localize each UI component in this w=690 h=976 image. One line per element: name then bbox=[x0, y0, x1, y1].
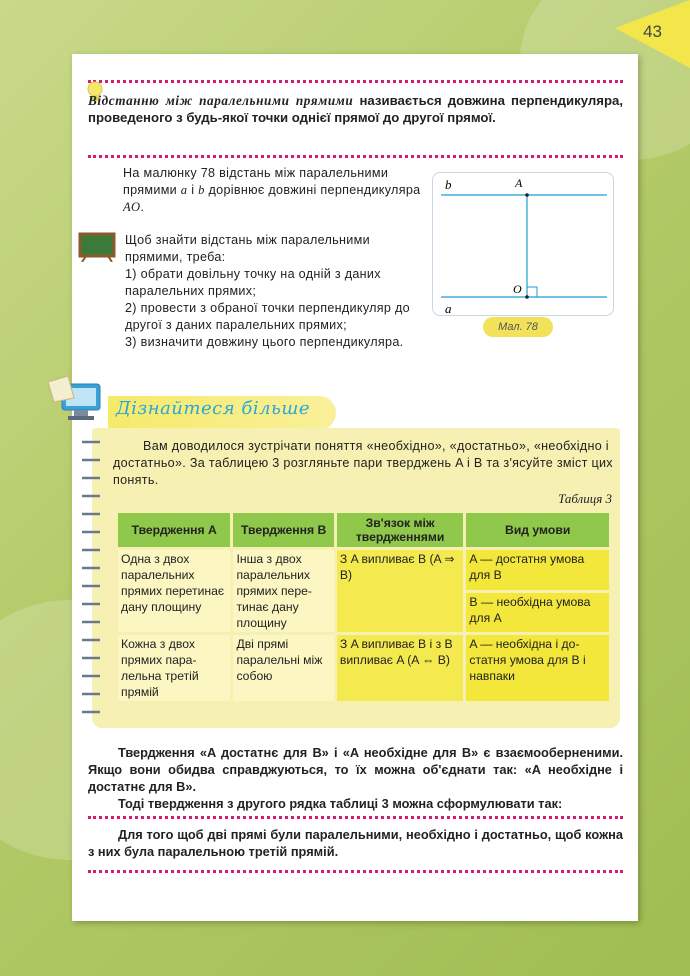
chalkboard-icon bbox=[78, 232, 116, 262]
intro-text: . bbox=[140, 200, 145, 214]
dotted-divider bbox=[88, 870, 623, 873]
definition-rest: називається довжина перпендикуляра, проведеного з будь-якої точки однієї прямої до другої прямої. bbox=[88, 93, 623, 125]
definition-term: Відстанню між паралельними прямими bbox=[88, 93, 354, 108]
right-angle-mark bbox=[527, 287, 537, 297]
step-item: 3) визначити довжину цього перпендикуляра. bbox=[125, 335, 404, 349]
point-a bbox=[525, 193, 529, 197]
step-item: 1) обрати довільну точку на одній з даних паралельних прямих; bbox=[125, 267, 381, 298]
steps-intro: Щоб знайти відстань між паралельними прямими, треба: bbox=[125, 233, 370, 264]
summary-paragraph: Твердження «A достатнє для B» і «A необхідне для B» є взаємооберненими. Якщо вони обидва справджуються, то їх можна об'єднати так: «A необхідне і достатнє для B». bbox=[88, 745, 623, 794]
cell-condition: B — необхідна умова для A bbox=[466, 593, 609, 633]
label-point-o: O bbox=[513, 282, 522, 296]
conditions-table bbox=[115, 510, 612, 704]
cell-condition: A — достатня умова для B bbox=[466, 550, 609, 590]
cell-relation: З A випливає B (A ⇒ B) bbox=[337, 550, 464, 632]
parallel-lines-diagram bbox=[433, 173, 613, 315]
notebook-spiral bbox=[78, 438, 106, 718]
cell-statement-a: Кожна з двох прямих паралельна третій прямій bbox=[118, 635, 230, 701]
header-statement-b: Твердження B bbox=[233, 513, 333, 547]
conclusion-text: Для того щоб дві прямі були паралельними, необхідно і достатньо, щоб кожна з них була паралельною третій прямій. bbox=[88, 827, 623, 859]
dotted-divider bbox=[88, 80, 623, 83]
label-point-a: A bbox=[515, 176, 523, 190]
figure-78 bbox=[432, 172, 614, 316]
page-number: 43 bbox=[643, 22, 662, 41]
intro-text: і bbox=[187, 183, 199, 197]
label-b: b bbox=[445, 177, 452, 192]
table-caption: Таблиця 3 bbox=[558, 491, 612, 506]
intro-paragraph bbox=[123, 165, 423, 216]
intro-text: На малюнку 78 відстань між паралельними прямими bbox=[123, 166, 389, 197]
summary-paragraph: Тоді твердження з другого рядка таблиці 3 можна сформулювати так: bbox=[118, 796, 563, 811]
segment-ao-label: AO bbox=[123, 200, 141, 214]
header-relation: Зв'язок між твердженнями bbox=[337, 513, 464, 547]
definition-text bbox=[88, 92, 623, 126]
intro-text: дорівнює довжині перпендикуляра bbox=[204, 183, 421, 197]
cell-statement-a: Одна з двох паралельних прямих перетинає дану площину bbox=[118, 550, 230, 632]
learn-more-title: Дізнайтеся більше bbox=[116, 398, 311, 419]
learn-more-header bbox=[108, 396, 336, 430]
page-number-tab bbox=[595, 0, 690, 68]
cell-relation: З A випливає B і з B випливає A (A ⇔ B) bbox=[337, 635, 464, 701]
computer-icon bbox=[48, 372, 108, 424]
label-a: a bbox=[445, 301, 452, 315]
cell-statement-b: Інша з двох паралельних прямих перетинає дану площину bbox=[233, 550, 333, 632]
summary-text bbox=[88, 744, 623, 812]
cell-statement-b: Дві прямі паралельні між собою bbox=[233, 635, 333, 701]
learn-more-text: Вам доводилося зустрічати поняття «необхідно», «достатньо», «необхідно і достатньо». За таблицею 3 розгляньте пари тверджень A і B та з'ясуйте зміст цих понять. bbox=[113, 439, 613, 487]
line-a-label: а bbox=[180, 183, 188, 197]
line-b-label: b bbox=[198, 183, 205, 197]
dotted-divider bbox=[88, 816, 623, 819]
header-statement-a: Твердження A bbox=[118, 513, 230, 547]
dotted-divider bbox=[88, 155, 623, 158]
point-o bbox=[525, 295, 529, 299]
table-row bbox=[118, 550, 609, 590]
step-item: 2) провести з обраної точки перпендикуляр до другої з даних паралельних прямих; bbox=[125, 301, 410, 332]
cell-condition: A — необхідна і достатня умова для B і навпаки bbox=[466, 635, 609, 701]
header-condition-type: Вид умови bbox=[466, 513, 609, 547]
figure-caption: Мал. 78 bbox=[483, 317, 553, 337]
steps-list bbox=[125, 232, 418, 351]
table-row bbox=[118, 635, 609, 701]
table-header-row bbox=[118, 513, 609, 547]
